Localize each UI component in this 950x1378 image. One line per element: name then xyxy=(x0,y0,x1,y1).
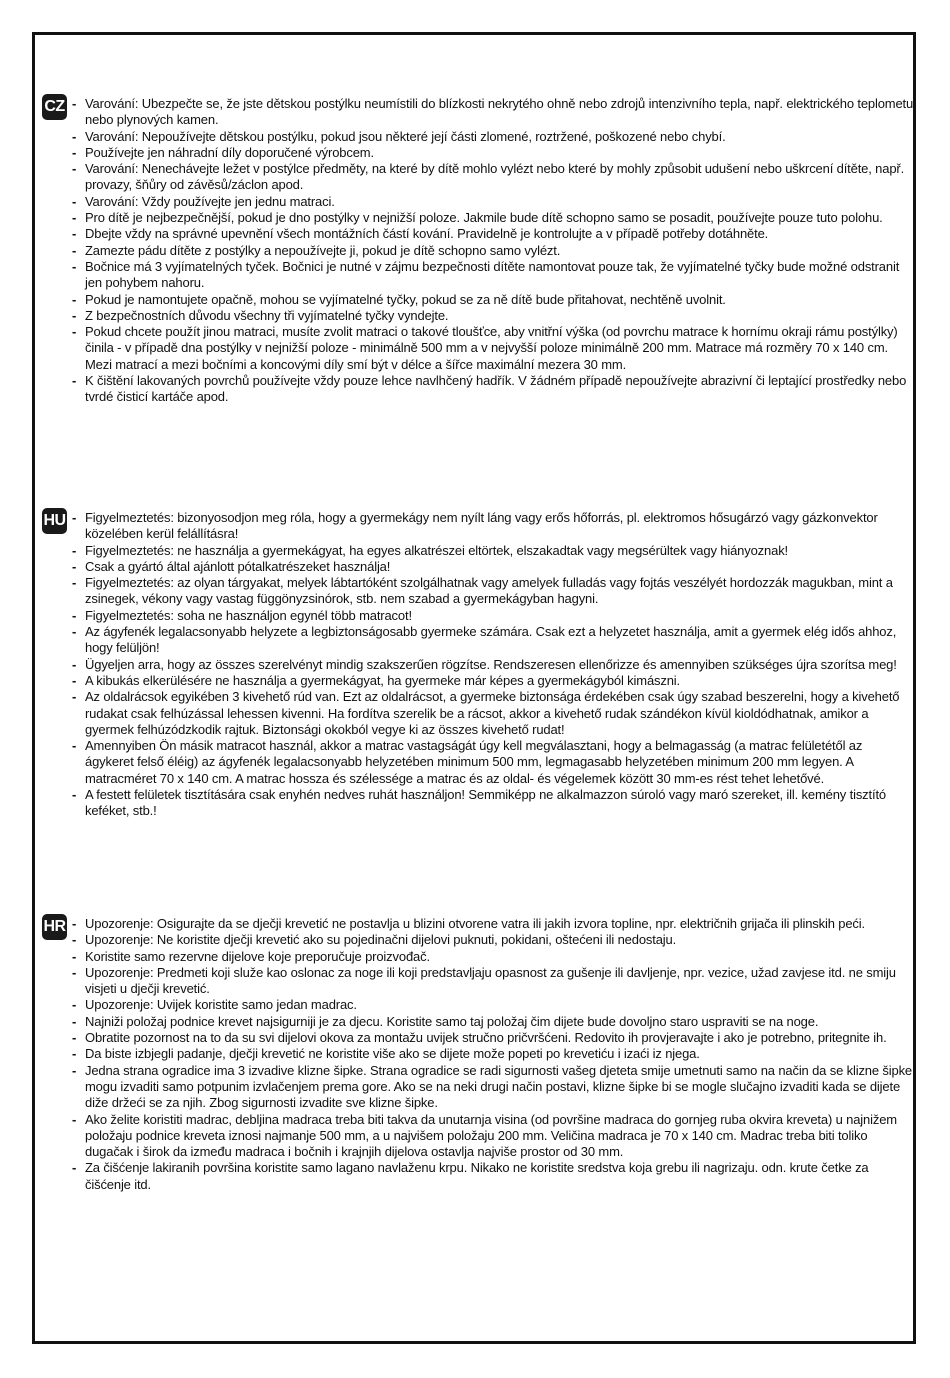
list-item: - Az ágyfenék legalacsonyabb helyzete a legbiztonságosabb gyermeke számára. Csak ezt a helyzetet használja, amit a gyermek elég idős ahhoz, hogy felüljön! xyxy=(72,624,914,657)
list-item: - Az oldalrácsok egyikében 3 kivehető rúd van. Ezt az oldalrácsot, a gyermeke biztonsága érdekében csak úgy szabad beszerelni, hogy a kivehető rudakat csak felhúzással lehessen kivenni. Ha fordítva szerelik be a rácsot, akkor a kivehető rudak szándékon kívül kioldódhatnak, amikor a gyermek felhúzódzkodik rajtuk. Biztonsági okokból vegye ki az összes kivehető rudat! xyxy=(72,689,914,738)
list-item: - Pokud chcete použít jinou matraci, musíte zvolit matraci o takové tloušťce, aby vnitřní výška (od povrchu matrace k hornímu okraji rámu postýlky) činila - v případě dna postýlky v nejnižší poloze - minimálně 500 mm a v nejvyšší poloze minimálně 200 mm. Matrace má rozměry 70 x 140 cm. Mezi matrací a mezi bočními a koncovými díly smí být v délce a šířce maximální mezera 30 mm. xyxy=(72,324,914,373)
list-item: - A kibukás elkerülésére ne használja a gyermekágyat, ha gyermeke már képes a gyermekágyból kimászni. xyxy=(72,673,914,689)
list-item: - Figyelmeztetés: bizonyosodjon meg róla, hogy a gyermekágy nem nyílt láng vagy erős hőforrás, pl. elektromos hősugárzó vagy gázkonvektor közelében kerül felállításra! xyxy=(72,510,914,543)
list-item: - Upozorenje: Predmeti koji služe kao oslonac za noge ili koji predstavljaju opasnost za gušenje ili davljenje, npr. vezice, užad zavjese itd. ne smiju visjeti u dječji krevetić. xyxy=(72,965,914,998)
list-item: - Amennyiben Ön másik matracot használ, akkor a matrac vastagságát úgy kell megválasztani, hogy a belmagasság (a matrac felületétől az ágykeret felső éléig) az ágyfenék legalacsonyabb helyzetében minimum 500 mm, legmagasabb helyzetében minimum 200 mm legyen. A matracméret 70 x 140 cm. A matrac hossza és szélessége a matrac és az oldal- és végelemek között 30 mm-es rést tehet lehetővé. xyxy=(72,738,914,787)
list-item: - Upozorenje: Uvijek koristite samo jedan madrac. xyxy=(72,997,914,1013)
list-item: - Upozorenje: Osigurajte da se dječji krevetić ne postavlja u blizini otvorene vatra ili jakih izvora topline, npr. električnih grijača ili plinskih peći. xyxy=(72,916,914,932)
list-item: - Upozorenje: Ne koristite dječji krevetić ako su pojedinačni dijelovi puknuti, pokidani, oštećeni ili nedostaju. xyxy=(72,932,914,948)
list-item: - Varování: Nenechávejte ležet v postýlce předměty, na které by dítě mohlo vylézt nebo které by mohly způsobit udušení nebo uškrcení dítěte, např. provazy, šňůry od závěsů/záclon apod. xyxy=(72,161,914,194)
list-item: - Koristite samo rezervne dijelove koje preporučuje proizvođač. xyxy=(72,949,914,965)
list-item: - Figyelmeztetés: soha ne használjon egynél több matracot! xyxy=(72,608,914,624)
list-item: - Z bezpečnostních důvodu všechny tři vyjímatelné tyčky vyndejte. xyxy=(72,308,914,324)
list-item: - Varování: Nepoužívejte dětskou postýlku, pokud jsou některé její části zlomené, roztržené, poškozené nebo chybí. xyxy=(72,129,914,145)
list-item: - Ako želite koristiti madrac, debljina madraca treba biti takva da unutarnja visina (od površine madraca do gornjeg ruba okvira kreveta) u najnižem položaju podnice kreveta iznosi najmanje 500 mm, a u najvišem položaju 200 mm. Veličina madraca je 70 x 140 cm. Madrac treba biti toliko dugačak i širok da između madraca i bočnih i krajnjih dijelova ostavlja najviše prostor od 30 mm. xyxy=(72,1112,914,1161)
warning-list-hr xyxy=(72,916,914,1193)
language-badge-hr: HR xyxy=(42,914,67,940)
list-item: - Csak a gyártó által ajánlott pótalkatrészeket használja! xyxy=(72,559,914,575)
language-badge-cz: CZ xyxy=(42,94,67,120)
list-item: - K čištění lakovaných povrchů používejte vždy pouze lehce navlhčený hadřík. V žádném případě nepoužívejte abrazivní či leptající prostředky nebo tvrdé čisticí kartáče apod. xyxy=(72,373,914,406)
warning-list-hu xyxy=(72,510,914,820)
list-item: - Dbejte vždy na správné upevnění všech montážních částí kování. Pravidelně je kontrolujte a v případě potřeby dotáhněte. xyxy=(72,226,914,242)
list-item: - A festett felületek tisztítására csak enyhén nedves ruhát használjon! Semmiképp ne alkalmazzon súroló vagy maró szereket, ill. kemény tisztító keféket, stb.! xyxy=(72,787,914,820)
list-item: - Figyelmeztetés: ne használja a gyermekágyat, ha egyes alkatrészei eltörtek, elszakadtak vagy megsérültek vagy hiányoznak! xyxy=(72,543,914,559)
list-item: - Najniži položaj podnice krevet najsigurniji je za djecu. Koristite samo taj položaj čim dijete bude dovoljno staro uspraviti se na noge. xyxy=(72,1014,914,1030)
list-item: - Za čišćenje lakiranih površina koristite samo lagano navlaženu krpu. Nikako ne koristite sredstva koja grebu ili nagrizaju. odn. krute četke za čišćenje itd. xyxy=(72,1160,914,1193)
list-item: - Varování: Vždy používejte jen jednu matraci. xyxy=(72,194,914,210)
list-item: - Figyelmeztetés: az olyan tárgyakat, melyek lábtartóként szolgálhatnak vagy amelyek fulladás vagy fojtás veszélyét hordozzák magukban, mint a zsinegek, vékony vagy vastag függönyzsinórok, stb. nem szabad a gyermekágyban hagyni. xyxy=(72,575,914,608)
list-item: - Bočnice má 3 vyjímatelných tyček. Bočnici je nutné v zájmu bezpečnosti dítěte namontovat pouze tak, že vyjímatelné tyčky bude možné odstranit jen pohybem nahoru. xyxy=(72,259,914,292)
list-item: - Obratite pozornost na to da su svi dijelovi okova za montažu uvijek stručno pričvršćeni. Redovito ih provjeravajte i ako je potrebno, pritegnite ih. xyxy=(72,1030,914,1046)
list-item: - Pokud je namontujete opačně, mohou se vyjímatelné tyčky, pokud se za ně dítě bude přitahovat, nechtěně uvolnit. xyxy=(72,292,914,308)
list-item: - Jedna strana ogradice ima 3 izvadive klizne šipke. Strana ogradice se radi sigurnosti vašeg djeteta smije umetnuti samo na način da se klizne šipke mogu izvaditi samo potpunim izvlačenjem prema gore. Ako se na neki drugi način postavi, klizne šipke bi se mogle slučajno izvaditi kada se dijete diže držeći se za njih. Zbog sigurnosti izvadite sve klizne šipke. xyxy=(72,1063,914,1112)
list-item: - Pro dítě je nejbezpečnější, pokud je dno postýlky v nejnižší poloze. Jakmile bude dítě schopno samo se posadit, používejte pouze tuto polohu. xyxy=(72,210,914,226)
list-item: - Da biste izbjegli padanje, dječji krevetić ne koristite više ako se dijete može popeti po krevetiću i izaći iz njega. xyxy=(72,1046,914,1062)
language-badge-hu: HU xyxy=(42,508,67,534)
list-item: - Zamezte pádu dítěte z postýlky a nepoužívejte ji, pokud je dítě schopno samo vylézt. xyxy=(72,243,914,259)
warning-list-cz xyxy=(72,96,914,406)
list-item: - Používejte jen náhradní díly doporučené výrobcem. xyxy=(72,145,914,161)
list-item: - Varování: Ubezpečte se, že jste dětskou postýlku neumístili do blízkosti nekrytého ohně nebo zdrojů intenzivního tepla, např. elektrického teplometu nebo plynových kamen. xyxy=(72,96,914,129)
list-item: - Ügyeljen arra, hogy az összes szerelvényt mindig szakszerűen rögzítse. Rendszeresen ellenőrizze és amennyiben szükséges újra szorítsa meg! xyxy=(72,657,914,673)
